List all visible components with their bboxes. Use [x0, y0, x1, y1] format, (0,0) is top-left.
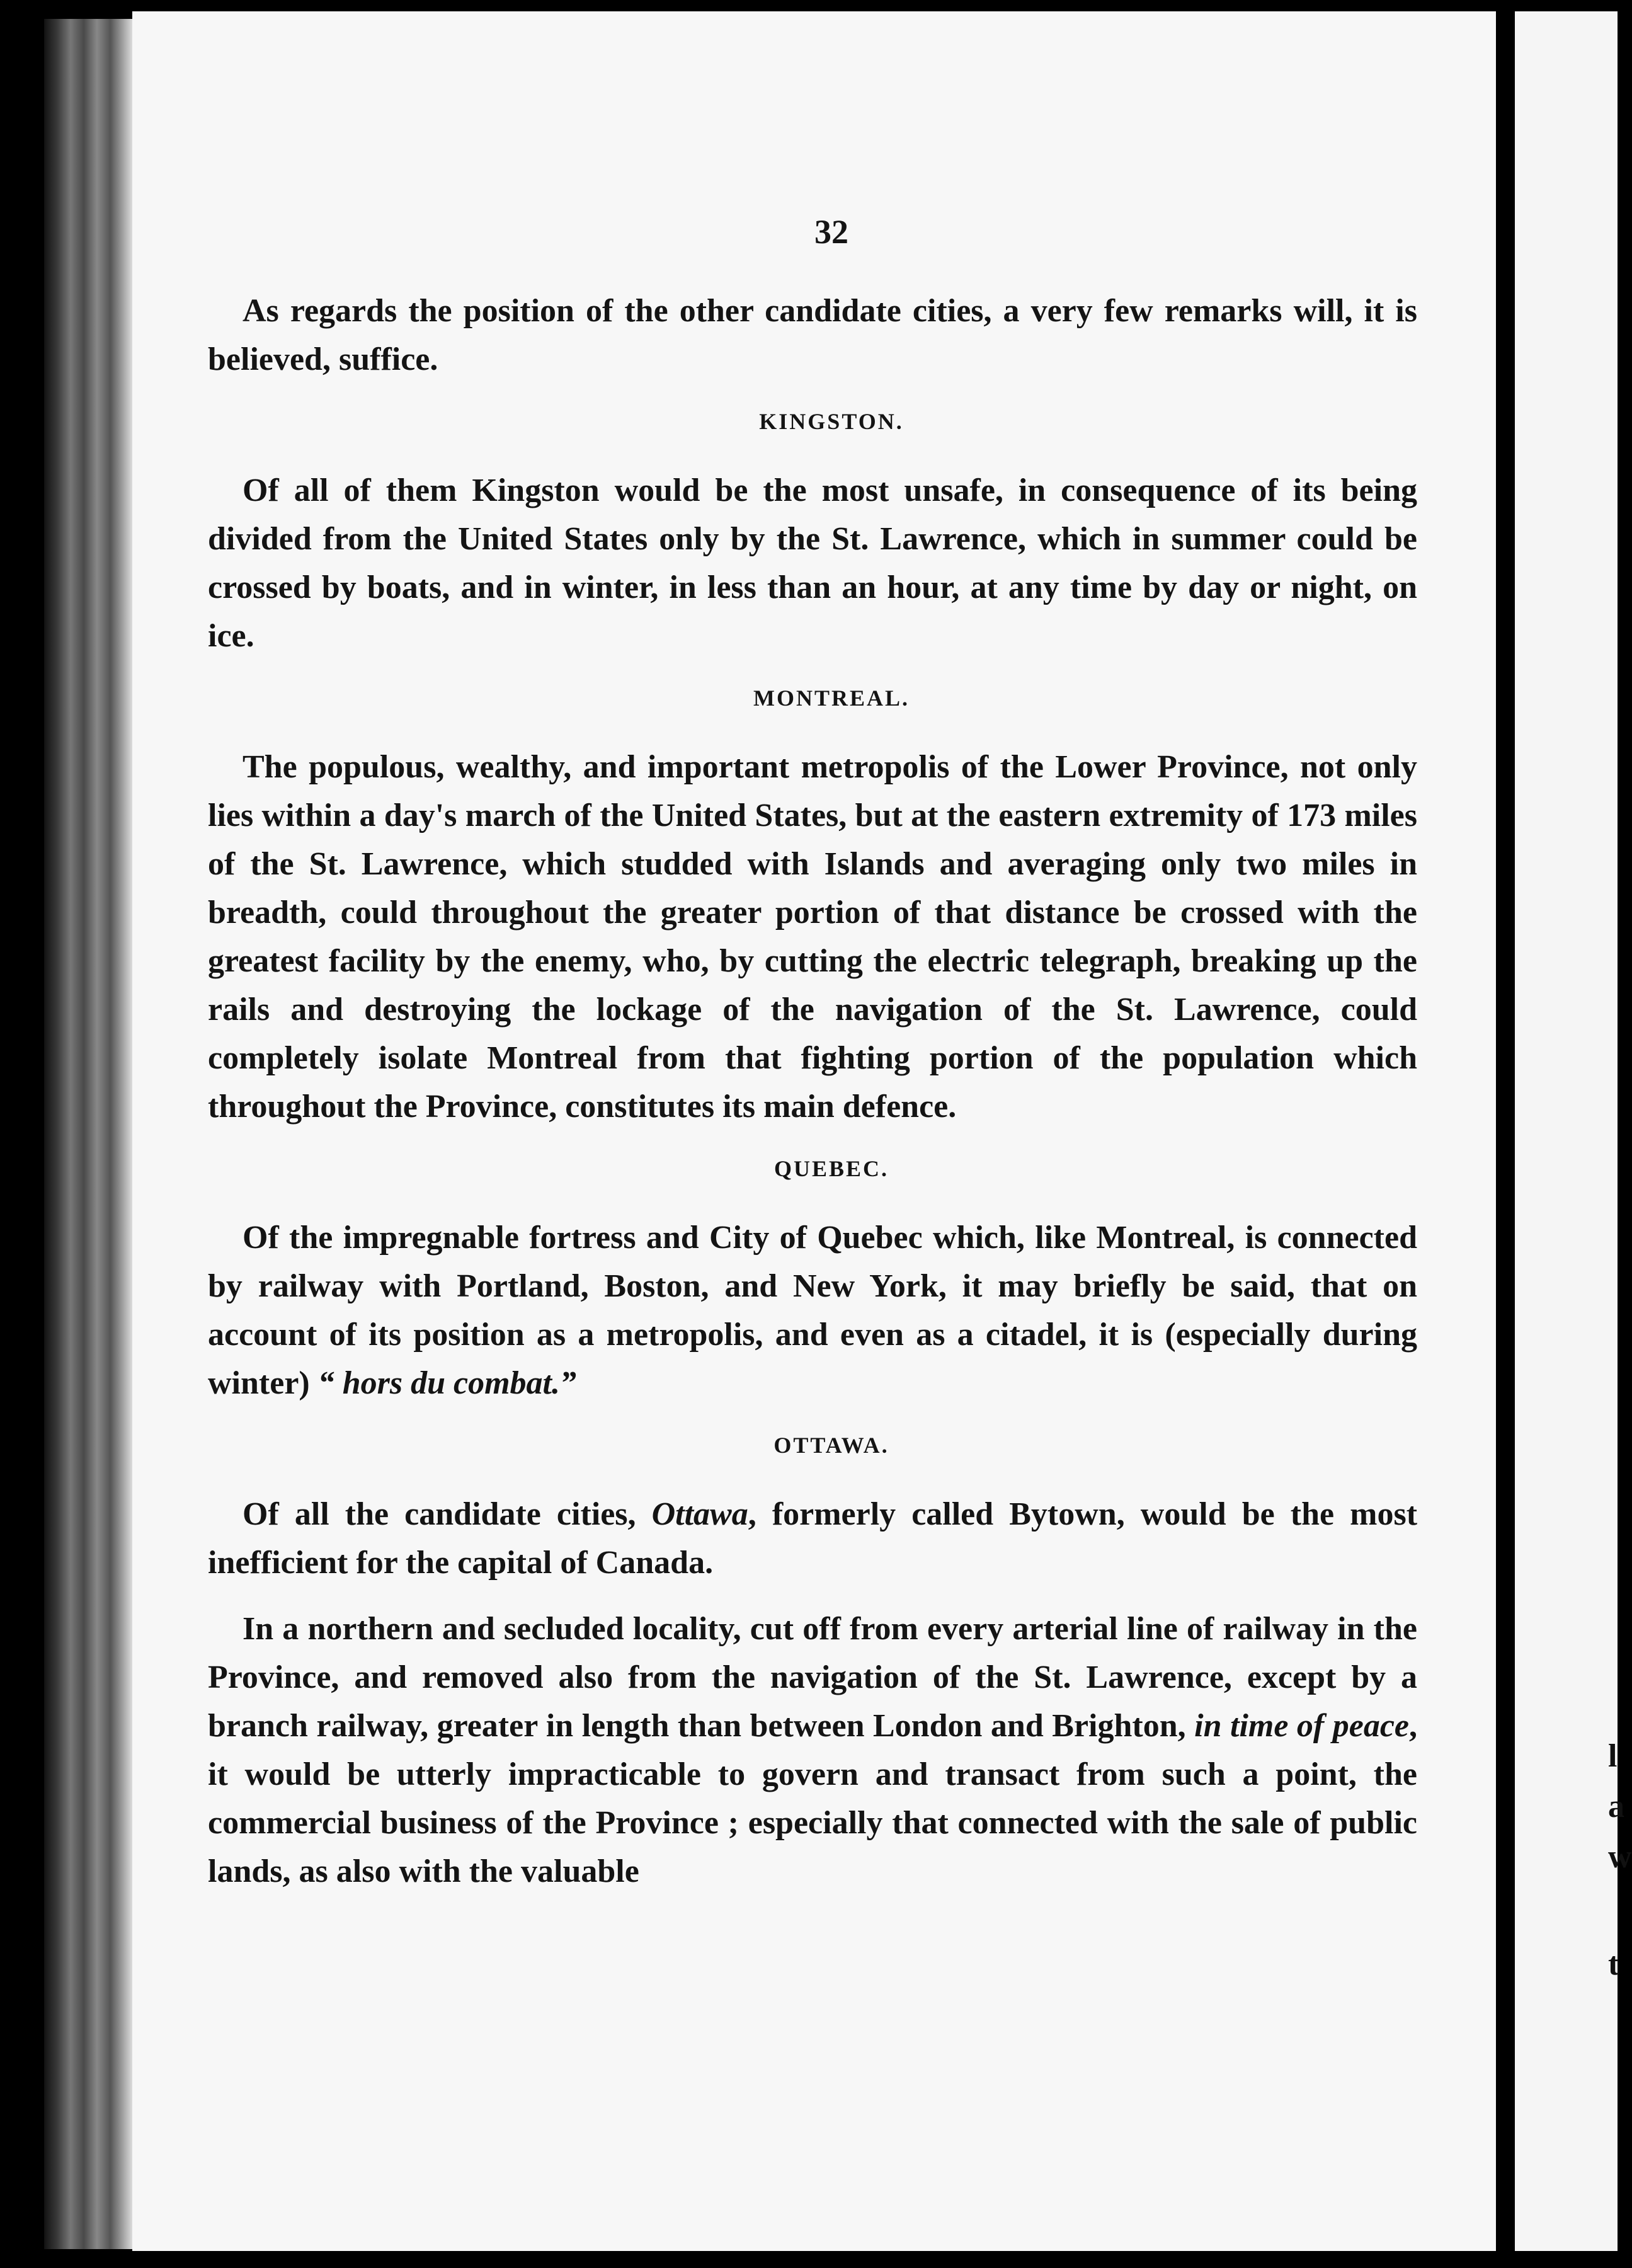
- book-spine-edge: [44, 19, 132, 2249]
- adjacent-page-fragment: w: [1608, 1839, 1632, 1875]
- section-heading-quebec: QUEBEC.: [773, 1156, 889, 1181]
- section-heading-kingston: KINGSTON.: [759, 409, 904, 434]
- quebec-paragraph-text: Of the impregnable fortress and City of Quebec which, like Montreal, is connected by railway with Portland, Boston, and New York, it may briefly be said, that on account of its position as a metropolis, and even as a citadel, it is (especially during winter): [208, 1220, 1417, 1401]
- ottawa-p1-text-start: Of all the candidate cities,: [243, 1496, 652, 1532]
- ottawa-paragraph-1: [208, 1490, 1417, 1587]
- section-heading-montreal: MONTREAL.: [753, 685, 910, 711]
- adjacent-page-edge: [1515, 11, 1632, 2251]
- ottawa-paragraph-2: [208, 1605, 1417, 1896]
- quebec-paragraph: [208, 1213, 1417, 1407]
- ottawa-italic-phrase: in time of peace: [1194, 1708, 1409, 1744]
- adjacent-page-fragment: t: [1608, 1946, 1619, 1982]
- ottawa-p1-text-end: , formerly called Bytown, would be the most inefficient for the capital of Canada.: [208, 1496, 1418, 1581]
- adjacent-page-fragment: a: [1608, 1789, 1624, 1824]
- quebec-italic-phrase: “ hors du combat.”: [317, 1365, 577, 1401]
- montreal-paragraph: The populous, wealthy, and important metropolis of the Lower Province, not only lies within a day's march of the United States, but at the eastern extremity of 173 miles of the St. Lawrence, which studded with Islands and averaging only two miles in breadth, could throughout the greater portion of that distance be crossed with the greatest facility by the enemy, who, by cutting the electric telegraph, breaking up the rails and destroying the lockage of the navigation of the St. Lawrence, could completely isolate Montreal from that fighting portion of the population which throughout the Province, constitutes its main defence.: [208, 749, 1417, 1125]
- ottawa-p2-text-start: In a northern and secluded locality, cut off from every arterial line of railway in the Province, and removed also from the navigation of the St. Lawrence, except by a branch railway, greater in length than between London and Brighton,: [208, 1611, 1417, 1744]
- intro-paragraph: As regards the position of the other candidate cities, a very few remarks will, it is believed, suffice.: [208, 293, 1417, 377]
- adjacent-page-fragment: l: [1608, 1738, 1618, 1774]
- page-text-block: [208, 208, 1417, 1896]
- paragraph-gap: [208, 1587, 1417, 1605]
- ottawa-p2-text-end: , it would be utterly impracticable to govern and transact from such a point, the commercial business of the Province ; especially that connected with the sale of public lands, as also with the valuable: [208, 1708, 1417, 1889]
- section-heading-ottawa: OTTAWA.: [773, 1433, 889, 1458]
- kingston-paragraph: Of all of them Kingston would be the most unsafe, in consequence of its being divided from the United States only by the St. Lawrence, which in summer could be crossed by boats, and in winter, in less than an hour, at any time by day or night, on ice.: [208, 472, 1417, 654]
- page-number: 32: [814, 213, 848, 251]
- ottawa-italic-name: Ottawa: [651, 1496, 748, 1532]
